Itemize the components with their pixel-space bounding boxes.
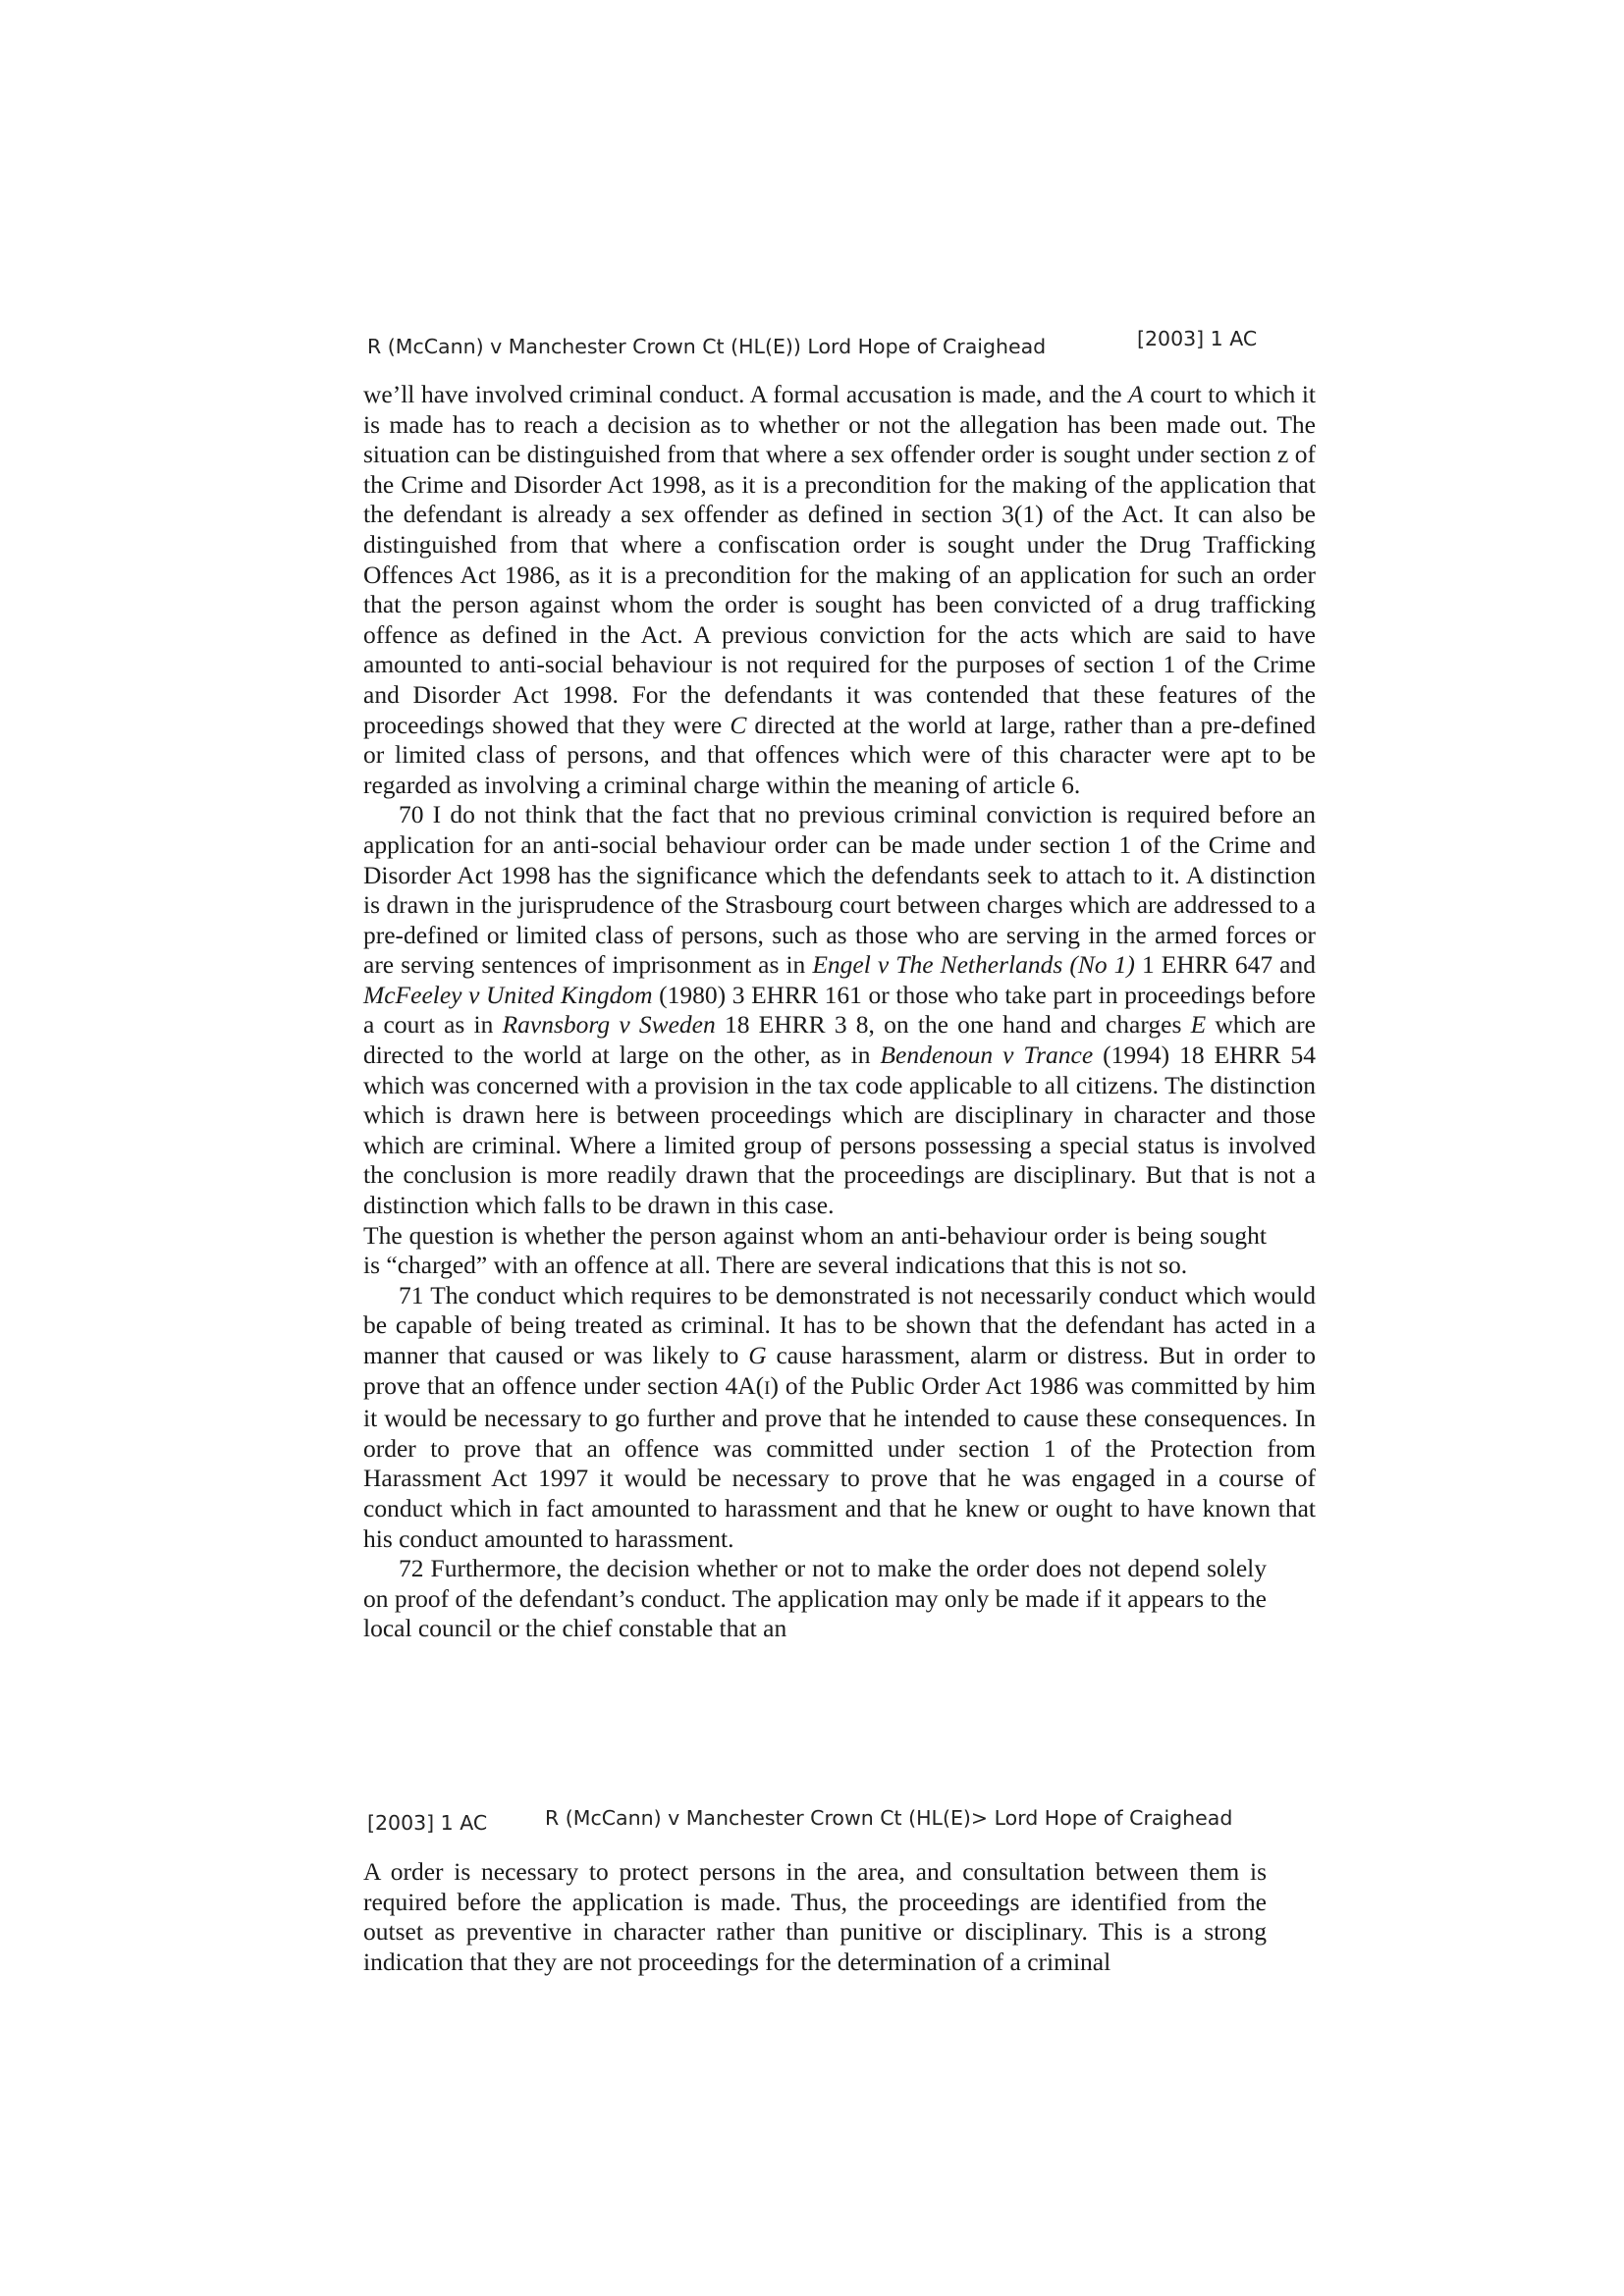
page-body bbox=[363, 380, 1316, 1644]
margin-letter-e: E bbox=[1190, 1010, 1207, 1040]
case-name: McFeeley v United Kingdom bbox=[363, 980, 653, 1009]
margin-letter-a: A bbox=[363, 1857, 381, 1886]
paragraph-71: 71 The conduct which requires to be demonstrated is not necessarily conduct which would be capable of being treated as criminal. It has to be shown that the defendant has acted in a manner that caused or was likely to G cause harassment, alarm or distress. But in order to prove that an offence under section 4A(I) of the Public Order Act 1986 was committed by him it would be necessary to go further and prove that he intended to cause these consequences. In order to prove that an offence was committed under section 1 of the Protection from Harassment Act 1997 it would be necessary to prove that he was engaged in a course of conduct which in fact amounted to harassment and that he knew or ought to have known that his conduct amounted to harassment. bbox=[363, 1280, 1316, 1553]
running-header-citation: [2003] 1 AC bbox=[1137, 327, 1258, 350]
margin-letter-c: C bbox=[730, 710, 747, 739]
paragraph-69-continued: we’ll have involved criminal conduct. A formal accusation is made, and the A court to which it is made has to reach a decision as to whether or not the allegation has been made out. The situation can be distinguished from that where a sex offender order is sought under section z of the Crime and Disorder Act 1998, as it is a precondition for the making of the application that the defendant is already a sex offender as defined in section 3(1) of the Act. It can also be distinguished from that where a confiscation order is sought under the Drug Trafficking Offences Act 1986, as it is a precondition for the making of an application for such an order that the person against whom the order is sought has been convicted of a drug trafficking offence as defined in the Act. A previous conviction for the acts which are said to have amounted to anti-social behaviour is not required for the purposes of section 1 of the Crime and Disorder Act 1998. For the defendants it was contended that these features of the proceedings showed that they were C directed at the world at large, rather than a pre-defined or limited class of persons, and that offences which were of this character were apt to be regarded as involving a criminal charge within the meaning of article 6. bbox=[363, 380, 1316, 799]
case-name: Ravnsborg v Sweden bbox=[502, 1010, 716, 1040]
case-name: Engel v The Netherlands (No 1) bbox=[812, 950, 1135, 980]
running-header-citation-2: [2003] 1 AC bbox=[367, 1811, 488, 1835]
margin-letter-g: G bbox=[748, 1341, 767, 1369]
running-header-title-2: R (McCann) v Manchester Crown Ct (HL(E)> Lord Hope of Craighead bbox=[545, 1806, 1233, 1830]
running-header-title: R (McCann) v Manchester Crown Ct (HL(E)) Lord Hope of Craighead bbox=[367, 335, 1047, 358]
page-body-2 bbox=[363, 1857, 1267, 1977]
paragraph-72: 72 Furthermore, the decision whether or not to make the order does not depend solely on proof of the defendant’s conduct. The application may only be made if it appears to the local council or the chief constable that an bbox=[363, 1554, 1267, 1643]
margin-letter-a: A bbox=[1128, 380, 1144, 408]
paragraph-70: 70 I do not think that the fact that no previous criminal conviction is required before an application for an anti-social behaviour order can be made under section 1 of the Crime and Disorder Act 1998 has the significance which the defendants seek to attach to it. A distinction is drawn in the jurisprudence of the Strasbourg court between charges which are addressed to a pre-defined or limited class of persons, such as those who are serving in the armed forces or are serving sentences of imprisonment as in Engel v The Netherlands (No 1) 1 EHRR 647 and McFeeley v United Kingdom (1980) 3 EHRR 161 or those who take part in proceedings before a court as in Ravnsborg v Sweden 18 EHRR 3 8, on the one hand and charges E which are directed to the world at large on the other, as in Bendenoun v Trance (1994) 18 EHRR 54 which was concerned with a provision in the tax code applicable to all citizens. The distinction which is drawn here is between proceedings which are disciplinary in character and those which are criminal. Where a limited group of persons possessing a special status is involved the conclusion is more readily drawn that the proceedings are disciplinary. But that is not a distinction which falls to be drawn in this case. bbox=[363, 800, 1317, 1220]
paragraph-72-continued: A order is necessary to protect persons in the area, and consultation between them is required before the application is made. Thus, the proceedings are identified from the outset as preventive in character rather than punitive or disciplinary. This is a strong indication that they are not proceedings for the determination of a criminal bbox=[363, 1857, 1267, 1976]
case-name: Bendenoun v Trance bbox=[880, 1041, 1094, 1070]
paragraph-question: The question is whether the person against whom an anti-behaviour order is being sought is “charged” with an offence at all. There are several indications that this is not so. bbox=[363, 1220, 1267, 1280]
